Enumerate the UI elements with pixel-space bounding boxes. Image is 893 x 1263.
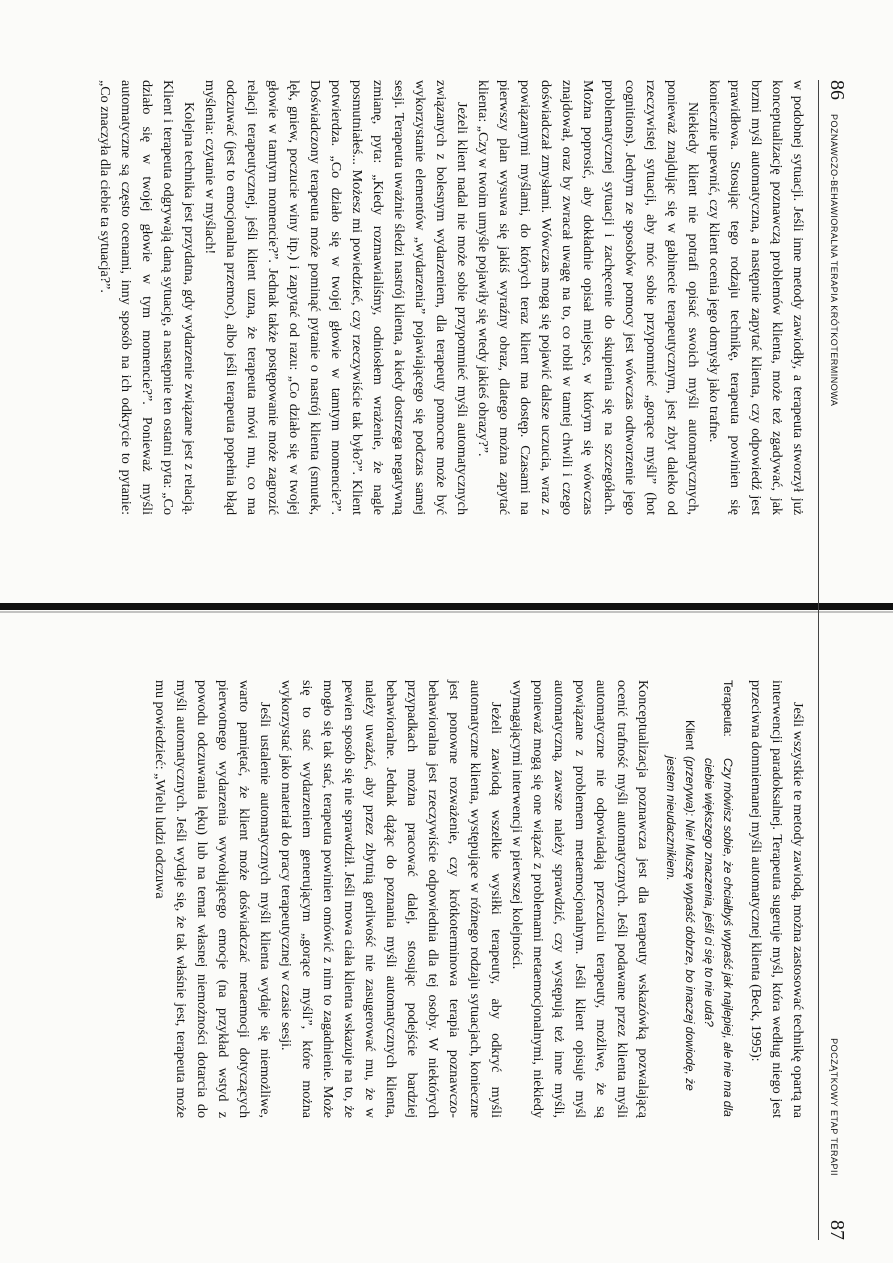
paragraph: Niekiedy klient nie potrafi opisać swoich myśli automatycznych, ponieważ znajdując się w gabinecie terapeutycznym, jest zbyt daleko od rzeczywistej sytuacji, aby móc sobie przypomnieć „gorące myśli” (hot cognitions). Jednym ze sposobów pomocy jest wówczas odtworzenie jego problematycznej sytuacji i zachęcenie do skupienia się na szczegółach. Można poprosić, aby dokładnie opisał miejsce, w którym się wówczas znajdował, oraz by zwracał uwagę na to, co robił w tamtej chwili i czego doświadczał zmysłami. Wówczas mogą się pojawić dalsze uczucia, wraz z powiązanymi myślami, do których teraz klient ma dostęp. Czasami na pierwszy plan wysuwa się jakiś wyraźny obraz, dlatego można zapytać klienta: „Czy w twoim umyśle pojawiły się wtedy jakieś obrazy?”. xyxy=(475,80,701,515)
dialogue-line-client xyxy=(661,680,699,1118)
page-body-86 xyxy=(94,80,808,515)
dialogue-example xyxy=(661,680,737,1118)
page-number: 87 xyxy=(826,1220,848,1240)
page-number: 86 xyxy=(826,80,848,100)
paragraph: Konceptualizacja poznawcza jest dla terapeuty wskazówką pozwalającą ocenić trafność myśli automatycznych. Jeśli podawane przez klienta myśli automatyczne nie odpowiadają przeczuciu terapeuty, możliwe, że są powiązane z problemem metaemocjonalnym. Jeśli klient opisuje myśl automatyczną, zawsze należy sprawdzić, czy występują też inne myśli, ponieważ mogą się one wiązać z problemami metaemocjonalnymi, niekiedy wymagającymi interwencji w pierwszej kolejności. xyxy=(509,680,651,1118)
speaker: Klient xyxy=(683,720,697,751)
paragraph: Kolejna technika jest przydatna, gdy wydarzenie związane jest z relacją. Klient i terapeuta odgrywają daną sytuację, a następnie ten ostatni pyta: „Co działo się w twojej głowie w tym momencie?”. Ponieważ myśli automatyczne są często ocenami, inny sposób na ich odkrycie to pytanie: „Co znaczyła dla ciebie ta sytuacja?”. xyxy=(97,80,197,515)
utterance: Czy mówisz sobie, że chciałbyś wypaść jak najlepiej, ale nie ma dla ciebie większego znaczenia, jeśli ci się to nie uda? xyxy=(702,758,735,1117)
paragraph: Jeżeli klient nadal nie może sobie przypomnieć myśli automatycznych związanych z bolesnym wydarzeniem, dla terapeuty pomocne może być wykorzystanie elementów „wydarzenia” pojawiającego się podczas samej sesji. Terapeuta uważnie śledzi nastrój klienta, a kiedy dostrzega negatywną zmianę, pyta: „Kiedy rozmawialiśmy, odniosłem wrażenie, że nagle posmutniałeś... Możesz mi powiedzieć, czy rzeczywiście tak było?”. Klient potwierdza. „Co działo się w twojej głowie w tamtym momencie?”. Doświadczony terapeuta może pominąć pytanie o nastrój klienta (smutek, lęk, gniew, poczucie winy itp.) i zapytać od razu: „Co działo się w twojej głowie w tamtym momencie?”. Jednak także postępowanie może zagrozić relacji terapeutycznej, jeśli klient uzna, że terapeuta mówi mu, co ma odczuwać (jest to emocjonalna przemoc), albo jeśli terapeuta popełnia błąd myślenia: czytanie w myślach! xyxy=(202,80,470,515)
paragraph: Jeśli ustalenie automatycznych myśli klienta wydaje się niemożliwe, warto pamiętać, że klient może doświadczać metaemocji dotyczących pierwotnego wydarzenia wywołującego emocje (na przykład wstyd z powodu odczuwania lęku) lub na temat własnej niemożności dotarcia do myśli automatycznych. Jeśli wydaje się, że tak właśnie jest, terapeuta może mu powiedzieć: „Wielu ludzi odczuwa xyxy=(152,680,273,1118)
dialogue-line-therapist xyxy=(699,680,737,1118)
paragraph: Jeżeli zawiodą wszelkie wysiłki terapeuty, aby odkryć myśli automatyczne klienta, występujące w różnego rodzaju sytuacjach, konieczne jest ponowne rozważenie, czy krótkoterminowa terapia poznawczo-behawioralna jest rzeczywiście odpowiednia dla tej osoby. W niektórych przypadkach można pracować dalej, stosując podejście bardziej behawioralne. Jednak dążąc do poznania myśli automatycznych klienta, należy uważać, aby przez zbytnią gorliwość nie zasugerować mu, że w pewien sposób się nie sprawdził. Jeśli mowa ciała klienta wskazuje na to, że mogło się tak stać, terapeuta powinien omówić z nim to zagadnienie. Może się to stać wydarzeniem generującym „gorące myśli”, które można wykorzystać jako materiał do pracy terapeutycznej w czasie sesji. xyxy=(278,680,504,1118)
paragraph: Jeśli wszystkie te metody zawiodą, można zastosować technikę opartą na interwencji paradoksalnej. Terapeuta sugeruje myśl, która według niego jest przeciwna domniemanej myśli automatycznej klienta (Beck, 1995): xyxy=(748,680,806,1118)
page-body-87 xyxy=(149,680,808,1118)
running-head: POZNAWCZO-BEHAWIORALNA TERAPIA KRÓTKOTERMINOWA xyxy=(829,114,839,407)
running-header-87 xyxy=(818,680,848,1240)
paragraph: w podobnej sytuacji. Jeśli inne metody zawiodły, a terapeuta stworzył już konceptualizację poznawczą problemów klienta, może też zgadywać, jak brzmi myśl automatyczna, a następnie zapytać klienta, czy odpowiedź jest prawidłowa. Stosując tego rodzaju technikę, terapeuta powinien się koniecznie upewnić, czy klient ocenia jego domysły jako trafne. xyxy=(706,80,806,515)
running-head: POCZĄTKOWY ETAP TERAPII xyxy=(829,1038,839,1176)
page-87 xyxy=(8,680,848,1240)
speaker: Terapeuta: xyxy=(721,680,735,737)
utterance: (przerywa): Nie! Muszę wypaść dobrze, bo inaczej dowiodę, że jestem nieudacznikiem. xyxy=(664,756,697,1091)
